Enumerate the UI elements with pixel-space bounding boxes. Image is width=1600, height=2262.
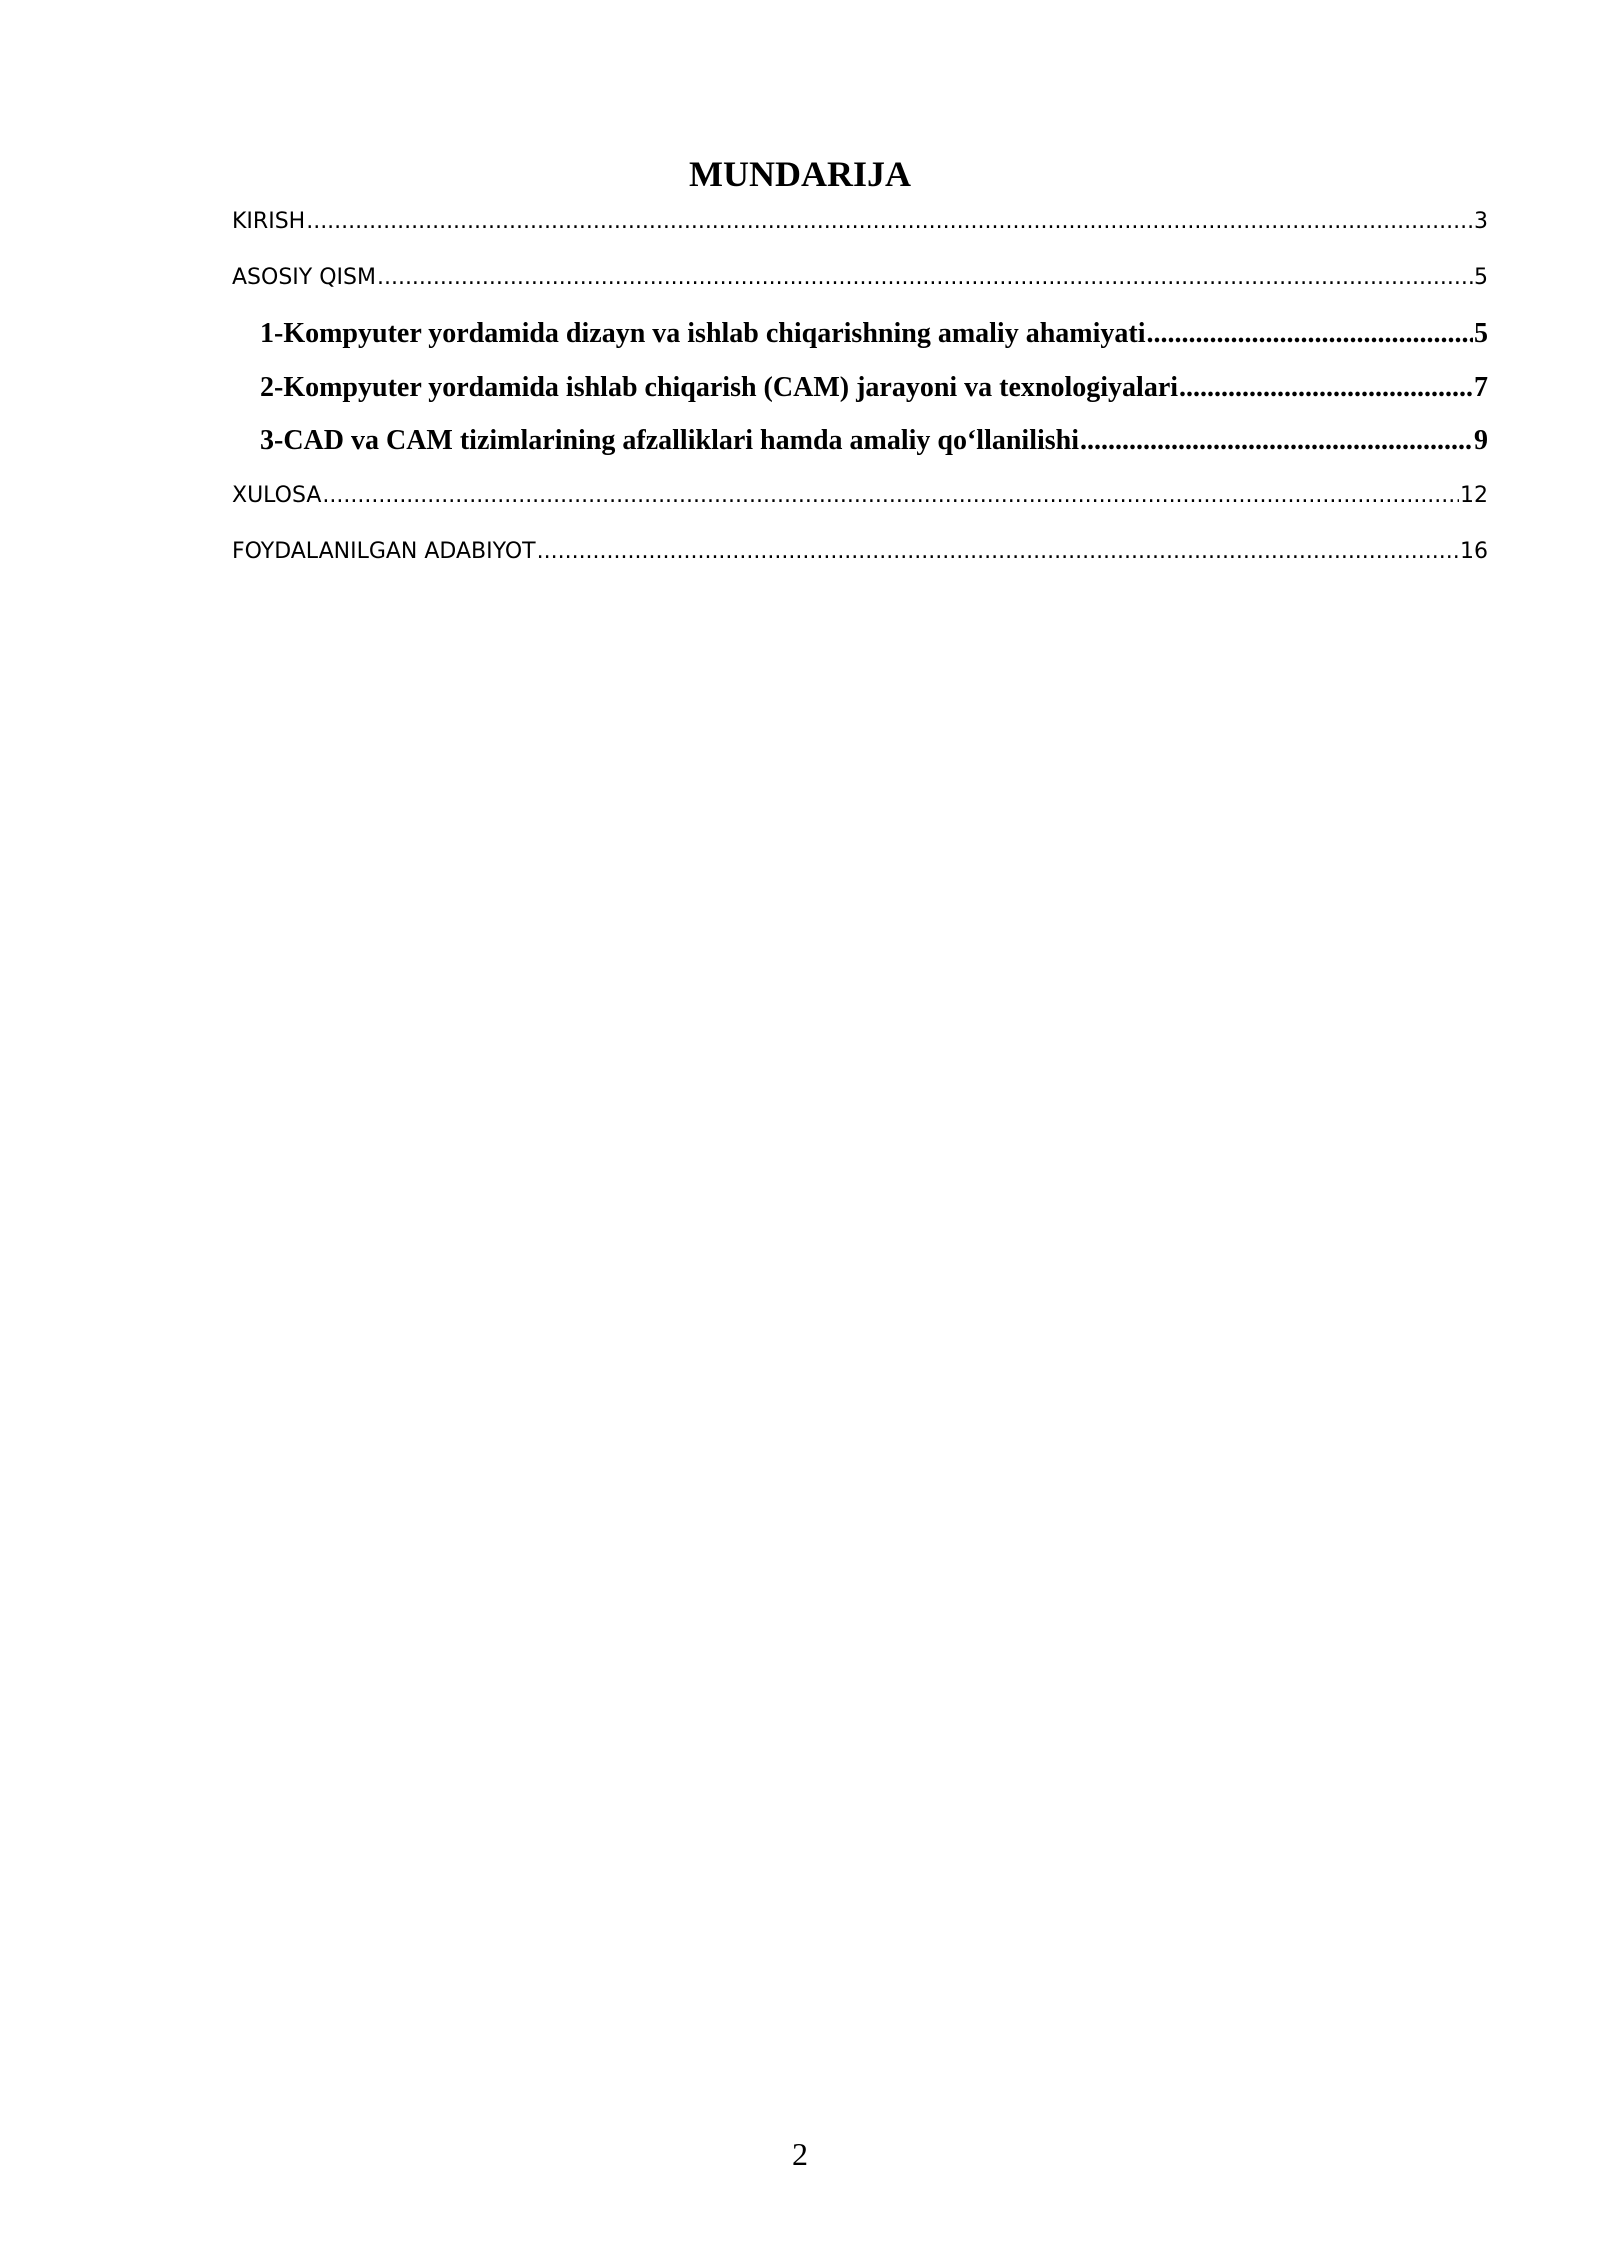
toc-entry-kirish[interactable] bbox=[232, 207, 1488, 237]
toc-entry-page: 16 bbox=[1460, 539, 1488, 564]
page-title: MUNDARIJA bbox=[689, 154, 911, 194]
toc-dot-leader bbox=[377, 263, 1473, 293]
toc-entry-page: 12 bbox=[1460, 483, 1488, 508]
toc-entry-label: KIRISH bbox=[232, 209, 306, 234]
toc-entry-section-3[interactable] bbox=[260, 423, 1488, 459]
toc-entry-label: FOYDALANILGAN ADABIYOT bbox=[232, 539, 536, 564]
toc-entry-asosiy-qism[interactable] bbox=[232, 263, 1488, 293]
toc-entry-page: 5 bbox=[1474, 265, 1488, 290]
toc-dot-leader bbox=[1179, 370, 1473, 406]
toc-entry-page: 5 bbox=[1474, 318, 1488, 349]
toc-entry-section-1[interactable] bbox=[260, 316, 1488, 352]
toc-entry-page: 7 bbox=[1474, 372, 1488, 403]
toc-entry-label: XULOSA bbox=[232, 483, 322, 508]
toc-entry-label: ASOSIY QISM bbox=[232, 265, 376, 290]
toc-dot-leader bbox=[322, 481, 1459, 511]
toc-dot-leader bbox=[1080, 423, 1473, 459]
toc-entry-xulosa[interactable] bbox=[232, 481, 1488, 511]
toc-entry-label: 2-Kompyuter yordamida ishlab chiqarish (CAM) jarayoni va texnologiyalari bbox=[260, 372, 1179, 403]
toc-entry-page: 3 bbox=[1474, 209, 1488, 234]
toc-entry-section-2[interactable] bbox=[260, 370, 1488, 406]
toc-entry-foydalanilgan-adabiyot[interactable] bbox=[232, 537, 1488, 567]
toc-entry-page: 9 bbox=[1474, 425, 1488, 456]
toc-dot-leader bbox=[537, 537, 1459, 567]
toc-entry-label: 1-Kompyuter yordamida dizayn va ishlab chiqarishning amaliy ahamiyati bbox=[260, 318, 1146, 349]
toc-dot-leader bbox=[1147, 316, 1474, 352]
toc-entry-label: 3-CAD va CAM tizimlarining afzalliklari hamda amaliy qo‘llanilishi bbox=[260, 425, 1080, 456]
page-number: 2 bbox=[792, 2136, 808, 2172]
toc-dot-leader bbox=[306, 207, 1473, 237]
